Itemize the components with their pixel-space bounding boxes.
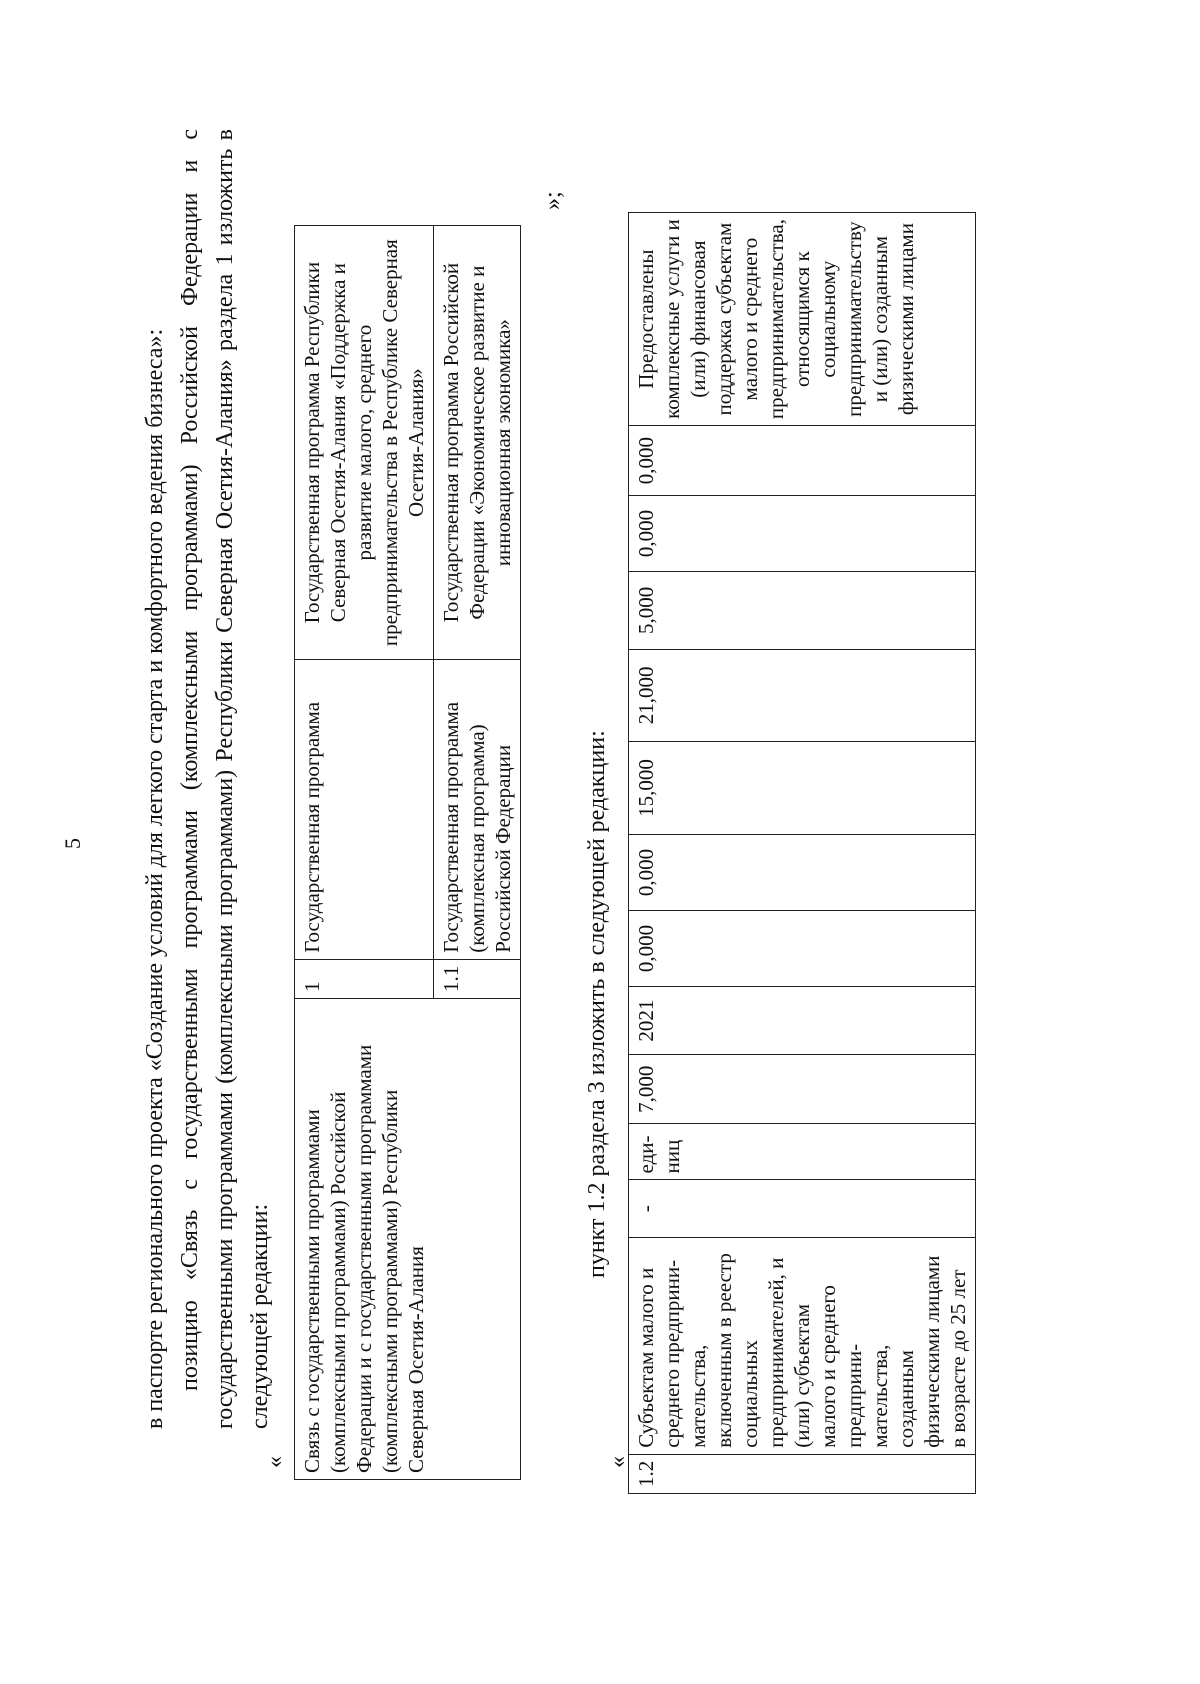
row-number: 1.1 [434, 959, 521, 998]
intro-line-3: государственными программами (комплексными программами) Республики Северная Осетия-Алания» раздела 1 изложить в [212, 129, 238, 1429]
base-value: 7,000 [629, 1055, 976, 1124]
intro-line-4: следующей редакции: [247, 1203, 273, 1429]
indicator-name: Субъектам малого и среднего предприни-мательства, включенным в реестр социальных предпринимателей, и (или) субъектам малого и среднего предприни-мательства, созданным физическими лицами в возрасте до 25 лет [629, 1237, 976, 1454]
value-cell: 0,000 [629, 911, 976, 987]
program-type: Государственная программа [295, 660, 434, 960]
program-link-label: Связь с государственными программами (комплексными программами) Российской Федерации и с государственными программами (комплексными программами) Республики Северная Осетия-Алания [295, 999, 521, 1480]
value-cell: 0,000 [629, 426, 976, 496]
opening-quote-2: « [605, 1456, 631, 1468]
value-cell: 21,000 [629, 649, 976, 741]
intro-line-2: позицию «Связь с государственными программами (комплексными программами) Российской Федерации и с [177, 129, 203, 1391]
table-row [295, 226, 434, 1480]
intro-line-1: в паспорте регионального проекта «Создание условий для легкого старта и комфортного ведения бизнеса»: [142, 328, 168, 1429]
value-cell: 0,000 [629, 495, 976, 571]
result-cell: Предоставлены комплексные услуги и (или) финансовая поддержка субъектам малого и среднего предпринимательства, относящимся к социальному предпринимательству и (или) созданным физическими лицами [629, 213, 976, 426]
table-row [629, 213, 976, 1494]
row-number: 1.2 [629, 1454, 976, 1493]
value-cell: 0,000 [629, 835, 976, 911]
program-name: Государственная программа Республики Северная Осетия-Алания «Поддержка и развитие малого, среднего предпринимательства в Республике Северная Осетия-Алания» [295, 226, 434, 660]
row-number: 1 [295, 959, 434, 998]
program-link-table [294, 225, 521, 1480]
unit-cell: еди-ниц [629, 1124, 976, 1180]
program-name: Государственная программа Российской Федерации «Экономическое развитие и инновационная экономика» [434, 226, 521, 660]
page-number: 5 [60, 838, 85, 849]
indicator-table [628, 212, 976, 1494]
base-year: 2021 [629, 986, 976, 1054]
intro-paragraph [138, 129, 278, 1429]
instruction-paragraph: пункт 1.2 раздела 3 изложить в следующей редакции: [584, 730, 610, 1278]
value-cell: 15,000 [629, 741, 976, 834]
closing-quote: »; [540, 191, 566, 210]
value-cell: 5,000 [629, 571, 976, 649]
program-type: Государственная программа (комплексная программа) Российской Федерации [434, 660, 521, 960]
opening-quote: « [262, 1456, 288, 1468]
dash-cell: - [629, 1180, 976, 1237]
